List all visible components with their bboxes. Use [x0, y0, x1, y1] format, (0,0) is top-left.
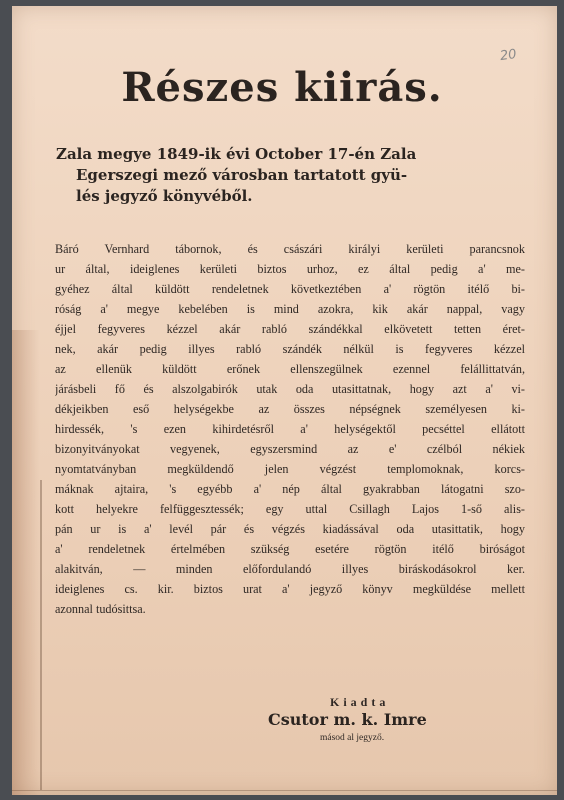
body-line: máknak ajtaira, 's egyébb a' nép által gyakrabban látogatni szo-	[55, 482, 525, 496]
body-line: dékjeikben eső helységekbe az összes népségnek személyesen ki-	[55, 402, 525, 416]
subtitle-line: lés jegyző könyvéből.	[76, 187, 253, 205]
body-line: nyomtatványban megküldendő jelen végzést templomoknak, korcs-	[55, 462, 525, 476]
issued-by-label: Kiadta	[330, 695, 390, 709]
body-line: járásbeli fő és alszolgabirók utak oda utasittatnak, hogy azt a' vi-	[55, 382, 525, 396]
paper-edge	[12, 790, 557, 791]
signer-role: másod al jegyző.	[320, 733, 385, 743]
body-line: hirdessék, 's ezen kihirdetésről a' helységektől pecséttel ellátott	[55, 422, 525, 436]
body-line: alakitván, — minden előfordulandó illyes biráskodásokrol ker.	[55, 562, 525, 576]
pencil-note: 20	[499, 46, 518, 65]
subtitle-line: Zala megye 1849-ik évi October 17-én Zala	[56, 145, 417, 163]
body-line: Báró Vernhard tábornok, és császári királyi kerületi parancsnok	[55, 242, 525, 256]
body-line: azonnal tudósittsa.	[55, 602, 146, 616]
body-line: gyéhez által küldött rendeletnek következtében a' rögtön itélő bi-	[55, 282, 525, 296]
body-line: kott helyekre felfüggesztessék; egy uttal Csillagh Lajos 1-ső alis-	[55, 502, 525, 516]
body-line: a' rendeletnek értelmében szükség esetére rögtön itélő biróságot	[55, 542, 525, 556]
paper-stain	[12, 330, 40, 795]
body-line: róság a' megye kebelében is mind azokra, kik akár nappal, vagy	[55, 302, 525, 316]
paper-fold	[40, 480, 42, 790]
body-line: pán ur is a' levél pár és végzés kiadássával oda utasittatik, hogy	[55, 522, 525, 536]
document-subtitle	[56, 144, 526, 207]
document-body	[55, 239, 525, 619]
body-line: bizonyitványokat vegyenek, egyszersmind az e' czélból nékiek	[55, 442, 525, 456]
body-line: nek, akár pedig illyes rabló szándék nélkül is fegyveres kézzel	[55, 342, 525, 356]
subtitle-line: Egerszegi mező városban tartatott gyü-	[76, 166, 408, 184]
signer-name: Csutor m. k. Imre	[268, 710, 427, 729]
document-title: Részes kiirás.	[121, 64, 443, 111]
body-line: az ellenük küldött erőnek ellenszegülnek ezennel felállittatván,	[55, 362, 525, 376]
body-line: éjjel fegyveres kézzel akár rabló szándékkal elkövetett tetten éret-	[55, 322, 525, 336]
body-line: ideiglenes cs. kir. biztos urat a' jegyző könyv megküldése mellett	[55, 582, 525, 596]
body-line: ur által, ideiglenes kerületi biztos urhoz, ez által pedig a' me-	[55, 262, 525, 276]
